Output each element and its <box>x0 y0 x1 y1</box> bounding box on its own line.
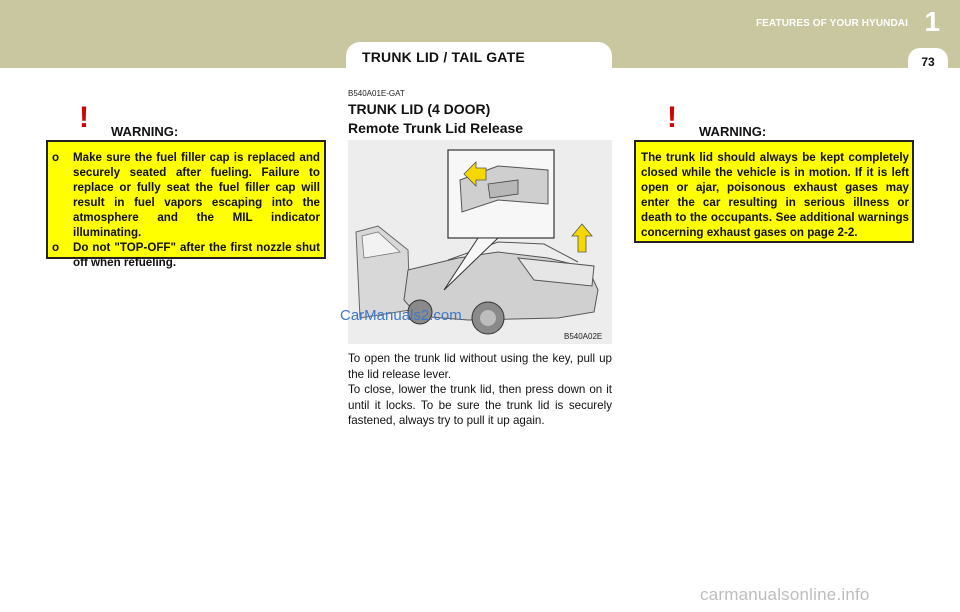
body-paragraph: To open the trunk lid without using the key, pull up the lid release lever. <box>348 352 612 381</box>
trunk-arrow-icon <box>572 224 592 252</box>
list-bullet: o <box>52 151 60 164</box>
section-title: TRUNK LID / TAIL GATE <box>362 49 525 65</box>
left-warning-list <box>52 150 320 270</box>
list-bullet: o <box>52 241 60 254</box>
right-warning-text: The trunk lid should always be kept completely closed while the vehicle is in motion. If it is left open or ajar, poisonous exhaust gases may enter the car resulting in serious illness or death to the occupants. See additional warnings concerning exhaust gases on page 2-2. <box>641 151 909 239</box>
body-paragraph: To close, lower the trunk lid, then press down on it until it locks. To be sure the trunk lid is securely fastened, always try to pull it up again. <box>348 383 612 427</box>
chapter-label: FEATURES OF YOUR HYUNDAI <box>755 18 908 29</box>
list-item-text: Make sure the fuel filler cap is replaced and securely seated after fueling. Failure to replace or fully seat the fuel filler cap will result in fuel vapors escaping into the atmosphere and the MIL indicator illuminating. <box>73 151 320 239</box>
rear-wheel-hub-shape <box>480 310 496 326</box>
body-text <box>348 351 612 429</box>
page-number: 73 <box>908 48 948 76</box>
list-item <box>52 150 320 240</box>
chapter-number: 1 <box>924 6 940 37</box>
section-heading: TRUNK LID (4 DOOR) <box>348 101 491 117</box>
section-subheading: Remote Trunk Lid Release <box>348 120 524 136</box>
list-item <box>52 240 320 270</box>
right-warning-title: WARNING: <box>699 124 767 139</box>
watermark-text: CarManuals2.com <box>340 307 462 324</box>
footer-watermark: carmanualsonline.info <box>700 585 870 604</box>
left-warning-title: WARNING: <box>111 124 179 139</box>
section-code: B540A01E-GAT <box>348 89 405 98</box>
figure-code: B540A02E <box>564 332 603 341</box>
right-warning-icon: ! <box>667 101 677 134</box>
left-warning-icon: ! <box>79 101 89 134</box>
list-item-text: Do not "TOP-OFF" after the first nozzle shut off when refueling. <box>73 241 320 269</box>
